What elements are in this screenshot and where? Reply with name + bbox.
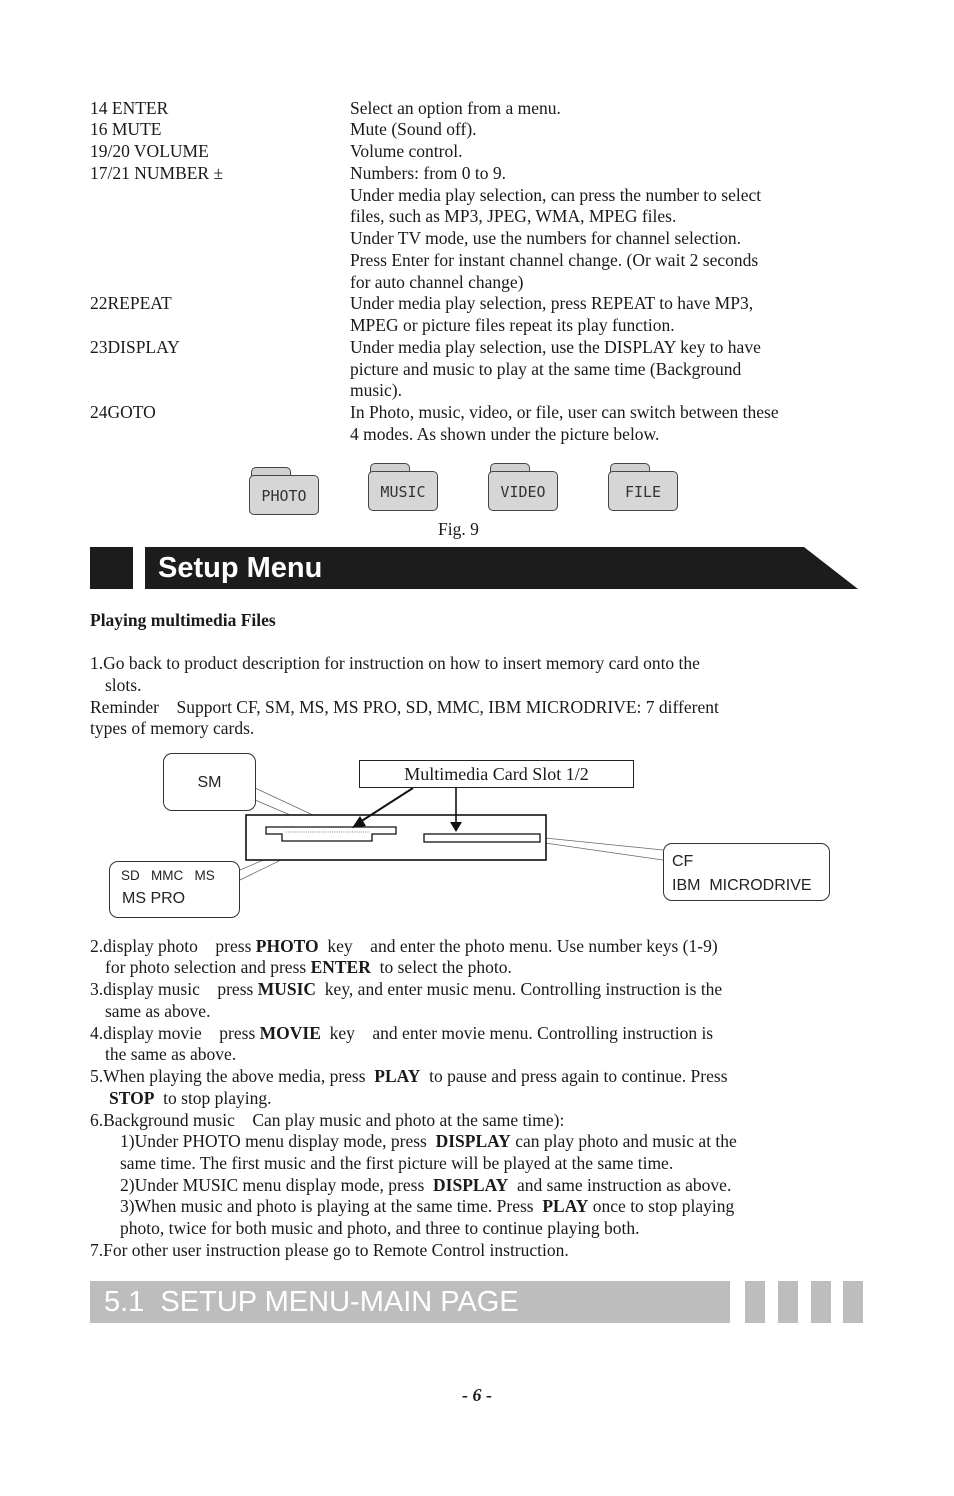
intro-line-2: Reminder Support CF, SM, MS, MS PRO, SD, MMC, IBM MICRODRIVE: 7 different <box>90 697 719 717</box>
slot-label: Multimedia Card Slot 1/2 <box>404 764 589 784</box>
main-page-banner-title: 5.1 SETUP MENU-MAIN PAGE <box>104 1286 519 1318</box>
key-number: 17/21 NUMBER ± <box>90 163 224 183</box>
photo-tab-label: PHOTO <box>249 475 319 515</box>
step-6-line: 6.Background music Can play music and photo at the same time): <box>90 1110 565 1130</box>
banner-bar-1 <box>745 1281 765 1323</box>
key-display: 23DISPLAY <box>90 337 180 357</box>
desc-repeat-1: Under media play selection, press REPEAT to have MP3, <box>350 293 754 313</box>
step-5-line-1: 5.When playing the above media, press PLAY to pause and press again to continue. Press <box>90 1066 728 1086</box>
desc-number-3: files, such as MP3, JPEG, WMA, MPEG files. <box>350 206 677 226</box>
step-7-line: 7.For other user instruction please go to Remote Control instruction. <box>90 1240 569 1260</box>
step-3-line-1: 3.display music press MUSIC key, and enter music menu. Controlling instruction is the <box>90 979 723 999</box>
desc-goto-2: 4 modes. As shown under the picture below. <box>350 424 660 444</box>
step-3-line-2: same as above. <box>105 1001 211 1021</box>
desc-display-2: picture and music to play at the same time (Background <box>350 359 742 379</box>
step-6-1-line-1: 1)Under PHOTO menu display mode, press DISPLAY can play photo and music at the <box>120 1131 737 1151</box>
sm-label-box <box>163 753 256 811</box>
desc-volume: Volume control. <box>350 141 463 161</box>
desc-number-4: Under TV mode, use the numbers for channel selection. <box>350 228 742 248</box>
sd-label-line2: MS PRO <box>122 890 186 907</box>
sd-label-line1: SD MMC MS <box>121 868 215 883</box>
banner-bar-4 <box>843 1281 863 1323</box>
step-4-line-1: 4.display movie press MOVIE key and enter movie menu. Controlling instruction is <box>90 1023 714 1043</box>
desc-enter: Select an option from a menu. <box>350 98 561 118</box>
step-4-line-2: the same as above. <box>105 1044 237 1064</box>
intro-line-1b: slots. <box>105 675 142 695</box>
sd-label-box <box>109 861 240 918</box>
key-enter: 14 ENTER <box>90 98 169 118</box>
intro-line-1: 1.Go back to product description for instruction on how to insert memory card onto the <box>90 653 700 673</box>
cf-label-line2: IBM MICRODRIVE <box>672 877 812 894</box>
desc-number-6: for auto channel change) <box>350 272 524 292</box>
desc-number-5: Press Enter for instant channel change. (Or wait 2 seconds <box>350 250 759 270</box>
key-goto: 24GOTO <box>90 402 156 422</box>
slot-label-box <box>359 760 634 788</box>
sm-label: SM <box>197 774 222 791</box>
banner-bar-2 <box>778 1281 798 1323</box>
cf-label-box <box>663 843 830 901</box>
file-tab-label: FILE <box>608 471 678 511</box>
setup-menu-title: Setup Menu <box>158 552 323 584</box>
desc-goto-1: In Photo, music, video, or file, user can switch between these <box>350 402 779 422</box>
step-6-1-line-2: same time. The first music and the first picture will be played at the same time. <box>120 1153 674 1173</box>
step-2-line-1: 2.display photo press PHOTO key and enter the photo menu. Use number keys (1-9) <box>90 936 718 956</box>
desc-mute: Mute (Sound off). <box>350 119 477 139</box>
cf-label-line1: CF <box>672 853 694 870</box>
music-tab-label: MUSIC <box>368 471 438 511</box>
desc-number-2: Under media play selection, can press the number to select <box>350 185 762 205</box>
desc-repeat-2: MPEG or picture files repeat its play function. <box>350 315 675 335</box>
step-6-3-line-2: photo, twice for both music and photo, and three to continue playing both. <box>120 1218 640 1238</box>
key-repeat: 22REPEAT <box>90 293 172 313</box>
step-2-line-2: for photo selection and press ENTER to select the photo. <box>105 957 512 977</box>
intro-line-2b: types of memory cards. <box>90 718 255 738</box>
key-mute: 16 MUTE <box>90 119 162 139</box>
page-number: - 6 - <box>462 1385 492 1405</box>
step-6-2-line: 2)Under MUSIC menu display mode, press DISPLAY and same instruction as above. <box>120 1175 732 1195</box>
section-heading: Playing multimedia Files <box>90 610 276 630</box>
video-tab-label: VIDEO <box>488 471 558 511</box>
step-5-line-2: STOP to stop playing. <box>109 1088 272 1108</box>
desc-number-1: Numbers: from 0 to 9. <box>350 163 507 183</box>
fig9-caption: Fig. 9 <box>438 519 479 539</box>
key-volume: 19/20 VOLUME <box>90 141 209 161</box>
step-6-3-line-1: 3)When music and photo is playing at the same time. Press PLAY once to stop playing <box>120 1196 735 1216</box>
banner-bar-3 <box>811 1281 831 1323</box>
desc-display-1: Under media play selection, use the DISPLAY key to have <box>350 337 761 357</box>
desc-display-3: music). <box>350 380 403 400</box>
